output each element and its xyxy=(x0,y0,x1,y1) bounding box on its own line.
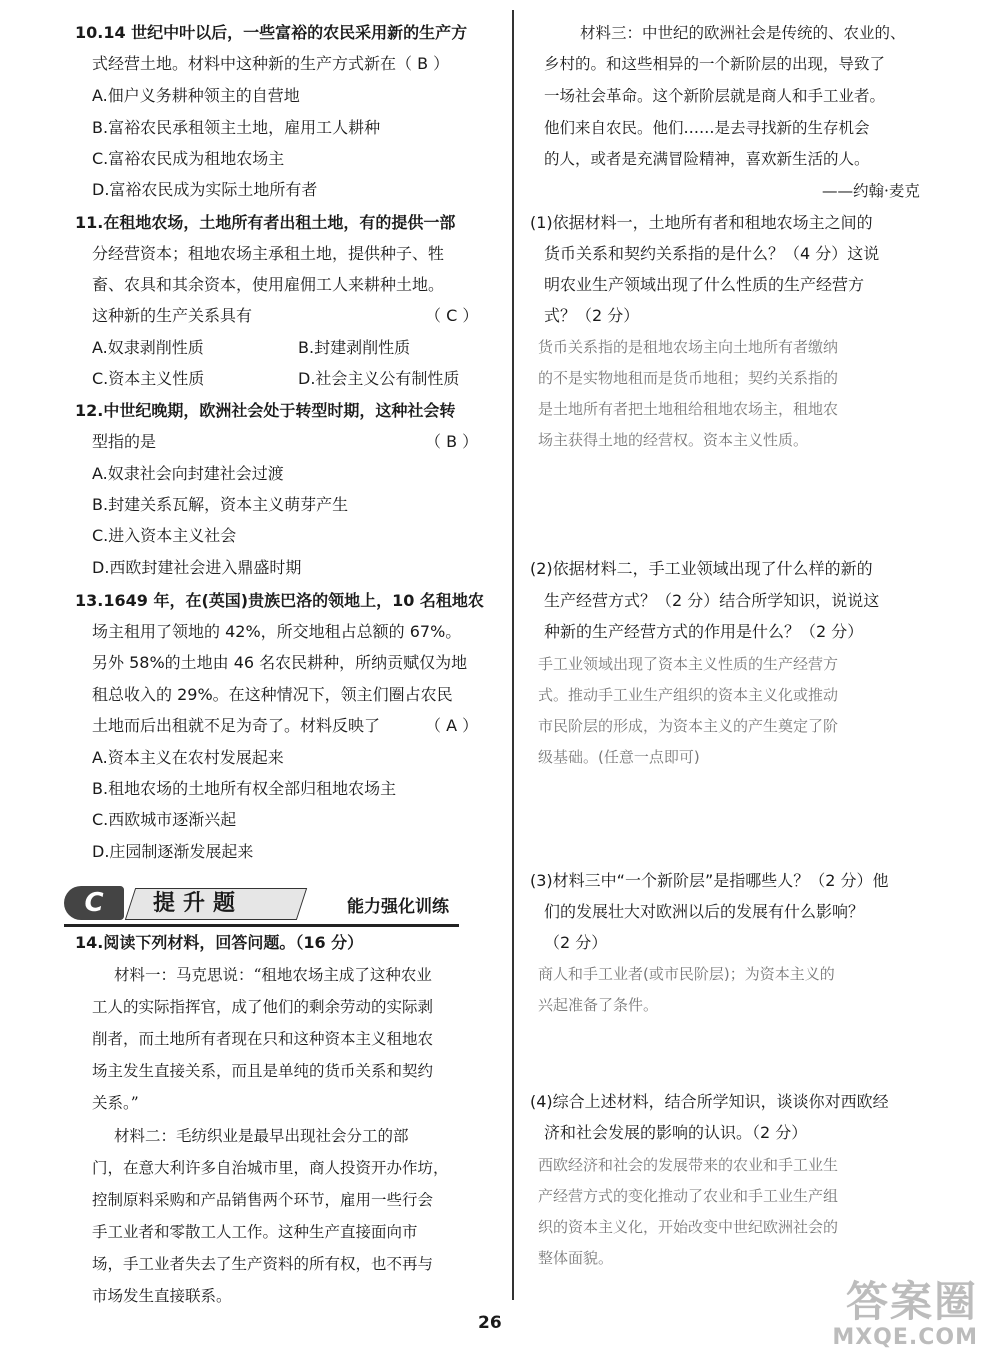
q13-answer: （ A ） xyxy=(425,716,479,735)
answer-4-line-1: 西欧经济和社会的发展带来的农业和手工业生 xyxy=(538,1156,839,1174)
subquestion-2-line-2: 生产经营方式？（2 分）结合所学知识，说说这 xyxy=(544,591,880,610)
q11-line-3: 畜、农具和其余资本，使用雇佣工人来耕种土地。 xyxy=(92,275,445,294)
q10-option-b: B.富裕农民承租领主土地，雇用工人耕种 xyxy=(92,118,381,137)
subquestion-1-line-4: 式？（2 分） xyxy=(544,306,640,325)
q13-line-2: 场主租用了领地的 42%，所交地租占总额的 67%。 xyxy=(92,622,462,641)
subquestion-3-line-1: (3)材料三中“一个新阶层”是指哪些人？（2 分）他 xyxy=(530,871,889,890)
answer-1-line-3: 是土地所有者把土地租给租地农场主，租地农 xyxy=(538,400,839,418)
q14-material-2-line-3: 控制原料采购和产品销售两个环节，雇用一些行会 xyxy=(92,1191,434,1209)
answer-2-line-2: 式。推动手工业生产组织的资本主义化或推动 xyxy=(538,686,839,704)
q14-material-1-line-5: 关系。” xyxy=(92,1094,139,1112)
q10-option-a: A.佃户义务耕种领主的自营地 xyxy=(92,86,300,105)
q13-option-d: D.庄园制逐渐发展起来 xyxy=(92,842,254,861)
q13-line-5: 土地而后出租就不足为奇了。材料反映了 xyxy=(92,716,381,735)
material-3-line-1: 材料三：中世纪的欧洲社会是传统的、农业的、 xyxy=(580,24,906,42)
watermark xyxy=(778,1278,978,1358)
section-banner xyxy=(64,884,459,927)
q12-answer: （ B ） xyxy=(425,432,479,451)
q11-option-c: C.资本主义性质 xyxy=(92,369,205,388)
q14-material-2-line-6: 市场发生直接联系。 xyxy=(92,1287,232,1305)
q12-line-1: 12.中世纪晚期，欧洲社会处于转型时期，这种社会转 xyxy=(75,401,456,420)
q13-option-a: A.资本主义在农村发展起来 xyxy=(92,748,284,767)
answer-1-line-1: 货币关系指的是租地农场主向土地所有者缴纳 xyxy=(538,338,839,356)
q10-option-d: D.富裕农民成为实际土地所有者 xyxy=(92,180,318,199)
q14-stem: 14.阅读下列材料，回答问题。（16 分） xyxy=(75,933,364,952)
column-divider xyxy=(512,10,514,1300)
material-3-line-5: 的人，或者是充满冒险精神，喜欢新生活的人。 xyxy=(544,150,870,168)
q14-material-1-line-1: 材料一：马克思说：“租地农场主成了这种农业 xyxy=(114,966,432,984)
page-number: 26 xyxy=(478,1313,502,1333)
q12-line-2: 型指的是 xyxy=(92,432,157,451)
subquestion-4-line-2: 济和社会发展的影响的认识。（2 分） xyxy=(544,1123,808,1142)
subquestion-1-line-1: (1)依据材料一，土地所有者和租地农场主之间的 xyxy=(530,213,873,232)
answer-3-line-2: 兴起准备了条件。 xyxy=(538,996,659,1014)
subquestion-2-line-1: (2)依据材料二，手工业领域出现了什么样的新的 xyxy=(530,559,873,578)
answer-2-line-1: 手工业领域出现了资本主义性质的生产经营方 xyxy=(538,655,839,673)
q10-line-1: 10.14 世纪中叶以后，一些富裕的农民采用新的生产方 xyxy=(75,23,468,42)
q14-material-2-line-4: 手工业者和零散工人工作。这种生产直接面向市 xyxy=(92,1223,418,1241)
section-subtitle: 能力强化训练 xyxy=(347,897,449,917)
q11-line-2: 分经营资本；租地农场主承租土地，提供种子、牲 xyxy=(92,244,445,263)
section-title-box xyxy=(125,888,307,920)
q12-option-a: A.奴隶社会向封建社会过渡 xyxy=(92,464,284,483)
q11-answer: （ C ） xyxy=(425,306,479,325)
material-3-source: ——约翰·麦克 xyxy=(822,182,920,200)
answer-2-line-3: 市民阶层的形成，为资本主义的产生奠定了阶 xyxy=(538,717,839,735)
watermark-url: MXQE.COM xyxy=(832,1325,978,1350)
watermark-logo: 答案圈 xyxy=(845,1277,978,1326)
q11-option-a: A.奴隶剥削性质 xyxy=(92,338,204,357)
answer-4-line-2: 产经营方式的变化推动了农业和手工业生产组 xyxy=(538,1187,839,1205)
q13-option-b: B.租地农场的土地所有权全部归租地农场主 xyxy=(92,779,397,798)
section-letter-badge: C xyxy=(64,886,124,920)
subquestion-4-line-1: (4)综合上述材料，结合所学知识，谈谈你对西欧经 xyxy=(530,1092,889,1111)
q14-material-1-line-3: 削者，而土地所有者现在只和这种资本主义租地农 xyxy=(92,1030,434,1048)
q12-option-d: D.西欧封建社会进入鼎盛时期 xyxy=(92,558,302,577)
answer-3-line-1: 商人和手工业者(或市民阶层)；为资本主义的 xyxy=(538,965,835,983)
q11-line-1: 11.在租地农场，土地所有者出租土地，有的提供一部 xyxy=(75,213,456,232)
q10-line-2: 式经营土地。材料中这种新的生产方式新在（ B ） xyxy=(92,54,450,73)
q12-option-b: B.封建关系瓦解，资本主义萌芽产生 xyxy=(92,495,349,514)
answer-1-line-2: 的不是实物地租而是货币地租；契约关系指的 xyxy=(538,369,839,387)
q11-option-d: D.社会主义公有制性质 xyxy=(298,369,460,388)
q14-material-1-line-2: 工人的实际指挥官，成了他们的剩余劳动的实际剥 xyxy=(92,998,434,1016)
answer-2-line-4: 级基础。(任意一点即可) xyxy=(538,748,700,766)
q12-option-c: C.进入资本主义社会 xyxy=(92,526,237,545)
section-title: 提升题 xyxy=(153,891,244,916)
q11-line-4: 这种新的生产关系具有 xyxy=(92,306,253,325)
q13-line-1: 13.1649 年，在(英国)贵族巴洛的领地上，10 名租地农 xyxy=(75,591,484,610)
answer-4-line-3: 织的资本主义化，开始改变中世纪欧洲社会的 xyxy=(538,1218,839,1236)
subquestion-2-line-3: 种新的生产经营方式的作用是什么？（2 分） xyxy=(544,622,864,641)
material-3-line-2: 乡村的。和这些相异的一个新阶层的出现，导致了 xyxy=(544,55,886,73)
answer-1-line-4: 场主获得土地的经营权。资本主义性质。 xyxy=(538,431,809,449)
q11-option-b: B.封建剥削性质 xyxy=(298,338,411,357)
q14-material-2-line-5: 场，手工业者失去了生产资料的所有权，也不再与 xyxy=(92,1255,434,1273)
q14-material-2-line-1: 材料二：毛纺织业是最早出现社会分工的部 xyxy=(114,1127,409,1145)
q13-line-3: 另外 58%的土地由 46 名农民耕种，所纳贡赋仅为地 xyxy=(92,653,468,672)
q13-line-4: 租总收入的 29%。在这种情况下，领主们圈占农民 xyxy=(92,685,453,704)
q10-option-c: C.富裕农民成为租地农场主 xyxy=(92,149,285,168)
q14-material-2-line-2: 门，在意大利许多自治城市里，商人投资开办作坊， xyxy=(92,1159,449,1177)
material-3-line-4: 他们来自农民。他们……是去寻找新的生存机会 xyxy=(544,119,870,137)
subquestion-1-line-2: 货币关系和契约关系指的是什么？（4 分）这说 xyxy=(544,244,880,263)
material-3-line-3: 一场社会革命。这个新阶层就是商人和手工业者。 xyxy=(544,87,886,105)
subquestion-3-line-3: （2 分） xyxy=(544,933,608,952)
q14-material-1-line-4: 场主发生直接关系，而且是单纯的货币关系和契约 xyxy=(92,1062,434,1080)
answer-4-line-4: 整体面貌。 xyxy=(538,1249,614,1267)
subquestion-1-line-3: 明农业生产领域出现了什么性质的生产经营方 xyxy=(544,275,865,294)
subquestion-3-line-2: 们的发展壮大对欧洲以后的发展有什么影响？ xyxy=(544,902,865,921)
q13-option-c: C.西欧城市逐渐兴起 xyxy=(92,810,237,829)
